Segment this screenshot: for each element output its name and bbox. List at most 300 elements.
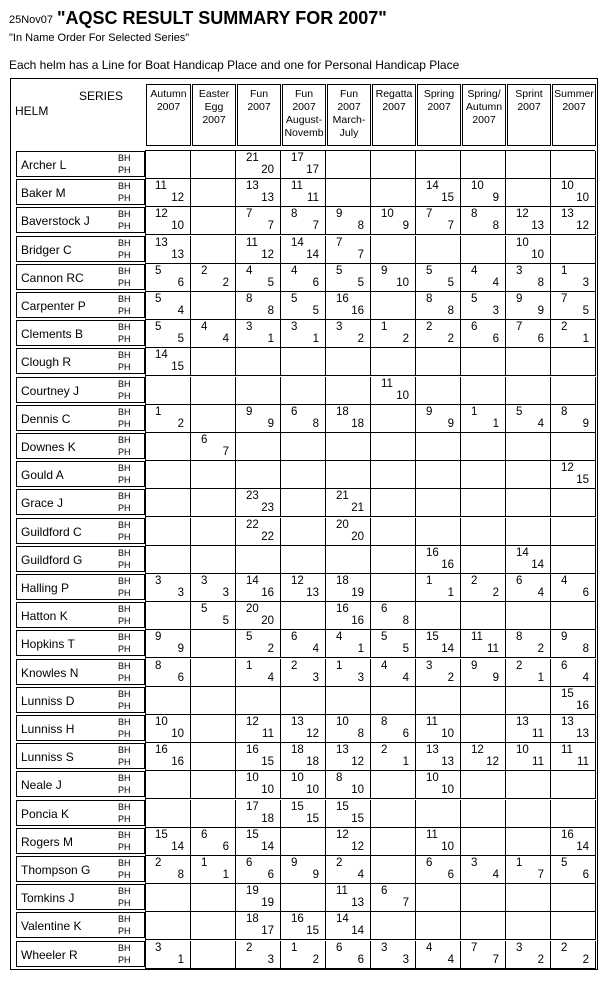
result-cell bbox=[551, 489, 596, 517]
boat-handicap-place: 18 bbox=[246, 913, 259, 926]
personal-handicap-place: 6 bbox=[492, 333, 499, 346]
result-cell bbox=[326, 264, 371, 292]
personal-handicap-place: 4 bbox=[537, 417, 544, 430]
result-cell bbox=[551, 574, 596, 602]
boat-handicap-place: 16 bbox=[155, 744, 168, 757]
boat-handicap-place: 3 bbox=[336, 321, 343, 334]
helm-name: Tomkins J bbox=[21, 891, 75, 906]
helm-name-cell bbox=[16, 236, 145, 262]
personal-handicap-place: 8 bbox=[447, 305, 454, 317]
boat-handicap-place: 4 bbox=[291, 264, 298, 277]
personal-handicap-place: 1 bbox=[357, 643, 364, 656]
result-cell bbox=[191, 377, 236, 405]
result-cell bbox=[461, 489, 506, 517]
boat-handicap-place: 13 bbox=[426, 744, 439, 757]
personal-handicap-place: 22 bbox=[261, 530, 274, 543]
result-cell bbox=[145, 236, 191, 264]
result-cell bbox=[461, 800, 506, 828]
result-cell bbox=[416, 941, 461, 969]
result-cell bbox=[281, 602, 326, 630]
result-cell bbox=[236, 518, 281, 546]
boat-handicap-place: 2 bbox=[201, 264, 208, 277]
result-cell bbox=[236, 912, 281, 940]
personal-handicap-place: 14 bbox=[171, 840, 184, 853]
boat-handicap-place: 13 bbox=[516, 716, 529, 728]
bh-label: BH bbox=[118, 914, 131, 925]
boat-handicap-place: 5 bbox=[246, 631, 253, 644]
result-cell bbox=[191, 574, 236, 602]
result-cell bbox=[416, 771, 461, 799]
result-cell bbox=[371, 320, 416, 348]
result-cell bbox=[506, 292, 551, 320]
result-cell bbox=[145, 771, 191, 799]
helm-name: Carpenter P bbox=[21, 299, 86, 313]
boat-handicap-place: 3 bbox=[471, 857, 478, 869]
result-cell bbox=[145, 207, 191, 235]
result-cell bbox=[236, 236, 281, 264]
helm-name-cell bbox=[16, 884, 145, 910]
personal-handicap-place: 2 bbox=[582, 953, 589, 966]
table-row bbox=[0, 489, 605, 517]
result-cell bbox=[551, 800, 596, 828]
boat-handicap-place: 22 bbox=[246, 518, 259, 531]
personal-handicap-place: 1 bbox=[312, 333, 319, 346]
result-cell bbox=[416, 489, 461, 517]
result-cell bbox=[506, 884, 551, 912]
boat-handicap-place: 18 bbox=[336, 575, 349, 587]
result-cell bbox=[281, 574, 326, 602]
result-cell bbox=[551, 405, 596, 433]
result-cell bbox=[326, 687, 371, 715]
helm-name: Halling P bbox=[21, 581, 70, 595]
result-cell bbox=[461, 884, 506, 912]
boat-handicap-place: 3 bbox=[155, 941, 162, 954]
bh-label: BH bbox=[118, 660, 131, 671]
boat-handicap-place: 11 bbox=[155, 180, 167, 193]
boat-handicap-place: 15 bbox=[291, 800, 304, 813]
result-cell bbox=[551, 659, 596, 687]
result-cell bbox=[145, 574, 191, 602]
result-cell bbox=[416, 800, 461, 828]
boat-handicap-place: 2 bbox=[426, 321, 433, 334]
personal-handicap-place: 4 bbox=[492, 276, 499, 289]
boat-handicap-place: 8 bbox=[291, 208, 298, 221]
result-cell bbox=[236, 856, 281, 884]
personal-handicap-place: 9 bbox=[312, 869, 319, 881]
bh-label: BH bbox=[118, 717, 131, 727]
personal-handicap-place: 10 bbox=[531, 248, 544, 261]
result-cell bbox=[371, 771, 416, 799]
result-cell bbox=[145, 800, 191, 828]
ph-label: PH bbox=[118, 813, 131, 824]
boat-handicap-place: 7 bbox=[561, 293, 568, 305]
boat-handicap-place: 3 bbox=[426, 659, 433, 672]
result-cell bbox=[145, 715, 191, 743]
result-cell bbox=[371, 856, 416, 884]
personal-handicap-place: 13 bbox=[531, 220, 544, 233]
boat-handicap-place: 5 bbox=[155, 321, 162, 334]
result-cell bbox=[461, 518, 506, 546]
bh-label: BH bbox=[118, 406, 131, 417]
helm-name-cell bbox=[16, 207, 145, 233]
table-row bbox=[0, 518, 605, 546]
result-cell bbox=[371, 715, 416, 743]
helm-name: Bridger C bbox=[21, 242, 72, 257]
personal-handicap-place: 15 bbox=[261, 756, 274, 769]
boat-handicap-place: 1 bbox=[201, 857, 208, 869]
boat-handicap-place: 1 bbox=[336, 659, 343, 672]
series-header: Autumn 2007 bbox=[146, 84, 191, 146]
boat-handicap-place: 5 bbox=[426, 264, 433, 277]
result-cell bbox=[506, 574, 551, 602]
boat-handicap-place: 3 bbox=[381, 941, 388, 954]
result-cell bbox=[551, 715, 596, 743]
bh-label: BH bbox=[118, 378, 131, 389]
boat-handicap-place: 10 bbox=[336, 716, 349, 728]
ph-label: PH bbox=[118, 729, 131, 739]
helm-name: Baker M bbox=[21, 186, 66, 201]
boat-handicap-place: 6 bbox=[201, 434, 208, 446]
helm-name: Downes K bbox=[21, 440, 76, 454]
boat-handicap-place: 8 bbox=[426, 293, 433, 305]
boat-handicap-place: 8 bbox=[561, 405, 568, 418]
personal-handicap-place: 2 bbox=[267, 643, 274, 656]
result-cell bbox=[191, 941, 236, 969]
boat-handicap-place: 12 bbox=[561, 462, 574, 475]
boat-handicap-place: 8 bbox=[471, 208, 478, 221]
personal-handicap-place: 20 bbox=[351, 530, 364, 543]
result-cell bbox=[236, 715, 281, 743]
result-cell bbox=[191, 236, 236, 264]
ph-label: PH bbox=[118, 249, 131, 260]
boat-handicap-place: 2 bbox=[246, 941, 253, 954]
ph-label: PH bbox=[118, 785, 131, 796]
boat-handicap-place: 4 bbox=[201, 321, 208, 334]
table-row bbox=[0, 630, 605, 658]
result-cell bbox=[371, 433, 416, 461]
table-row bbox=[0, 659, 605, 687]
boat-handicap-place: 2 bbox=[561, 321, 568, 334]
helm-name: Clements B bbox=[21, 327, 84, 342]
result-cell bbox=[506, 828, 551, 856]
table-row bbox=[0, 574, 605, 602]
result-cell bbox=[506, 659, 551, 687]
result-cell bbox=[191, 743, 236, 771]
boat-handicap-place: 11 bbox=[426, 828, 438, 841]
ph-label: PH bbox=[118, 757, 131, 768]
report-subtitle: "In Name Order For Selected Series" bbox=[9, 32, 190, 44]
result-cell bbox=[281, 518, 326, 546]
result-cell bbox=[371, 264, 416, 292]
ph-label: PH bbox=[118, 531, 131, 542]
boat-handicap-place: 23 bbox=[246, 490, 259, 503]
boat-handicap-place: 8 bbox=[155, 659, 162, 672]
personal-handicap-place: 10 bbox=[351, 784, 364, 797]
boat-handicap-place: 14 bbox=[336, 913, 349, 926]
boat-handicap-place: 5 bbox=[201, 603, 208, 616]
result-cell bbox=[236, 630, 281, 658]
boat-handicap-place: 3 bbox=[246, 321, 253, 334]
result-cell bbox=[191, 659, 236, 687]
result-cell bbox=[281, 264, 326, 292]
result-cell bbox=[371, 602, 416, 630]
ph-label: PH bbox=[118, 700, 131, 711]
boat-handicap-place: 6 bbox=[381, 603, 388, 616]
personal-handicap-place: 16 bbox=[576, 699, 589, 712]
personal-handicap-place: 1 bbox=[537, 671, 544, 684]
result-cell bbox=[281, 207, 326, 235]
personal-handicap-place: 10 bbox=[441, 728, 454, 740]
helm-label: HELM bbox=[15, 104, 49, 118]
personal-handicap-place: 8 bbox=[537, 276, 544, 289]
boat-handicap-place: 11 bbox=[561, 744, 573, 757]
personal-handicap-place: 18 bbox=[306, 756, 319, 769]
personal-handicap-place: 12 bbox=[486, 756, 499, 769]
personal-handicap-place: 1 bbox=[492, 417, 499, 430]
boat-handicap-place: 17 bbox=[246, 800, 259, 813]
table-row bbox=[0, 856, 605, 884]
helm-name: Neale J bbox=[21, 778, 62, 793]
table-row bbox=[0, 348, 605, 376]
result-cell bbox=[461, 377, 506, 405]
personal-handicap-place: 6 bbox=[537, 333, 544, 346]
boat-handicap-place: 17 bbox=[291, 152, 304, 164]
helm-name-cell bbox=[16, 630, 145, 656]
result-cell bbox=[461, 630, 506, 658]
personal-handicap-place: 2 bbox=[312, 953, 319, 966]
result-cell bbox=[371, 179, 416, 207]
boat-handicap-place: 13 bbox=[561, 716, 574, 728]
ph-label: PH bbox=[118, 390, 131, 401]
personal-handicap-place: 10 bbox=[261, 784, 274, 797]
personal-handicap-place: 13 bbox=[171, 248, 184, 261]
helm-name-cell bbox=[16, 320, 145, 346]
result-cell bbox=[326, 207, 371, 235]
result-cell bbox=[416, 292, 461, 320]
result-cell bbox=[506, 236, 551, 264]
boat-handicap-place: 4 bbox=[336, 631, 343, 644]
personal-handicap-place: 6 bbox=[447, 869, 454, 881]
result-cell bbox=[461, 912, 506, 940]
result-cell bbox=[326, 348, 371, 376]
ph-label: PH bbox=[118, 926, 131, 937]
result-cell bbox=[551, 546, 596, 574]
result-cell bbox=[191, 856, 236, 884]
personal-handicap-place: 10 bbox=[576, 192, 589, 205]
result-cell bbox=[416, 405, 461, 433]
personal-handicap-place: 14 bbox=[351, 925, 364, 938]
boat-handicap-place: 12 bbox=[291, 575, 304, 587]
series-header: Fun 2007 bbox=[237, 84, 281, 146]
bh-label: BH bbox=[118, 886, 131, 897]
personal-handicap-place: 14 bbox=[306, 248, 319, 261]
result-cell bbox=[416, 687, 461, 715]
result-cell bbox=[191, 489, 236, 517]
boat-handicap-place: 21 bbox=[246, 152, 259, 164]
result-cell bbox=[506, 179, 551, 207]
boat-handicap-place: 6 bbox=[516, 575, 523, 587]
result-cell bbox=[281, 348, 326, 376]
result-cell bbox=[236, 320, 281, 348]
result-cell bbox=[416, 574, 461, 602]
helm-name-cell bbox=[16, 292, 145, 318]
personal-handicap-place: 12 bbox=[576, 220, 589, 233]
boat-handicap-place: 6 bbox=[201, 828, 208, 841]
boat-handicap-place: 5 bbox=[516, 405, 523, 418]
boat-handicap-place: 11 bbox=[246, 236, 258, 249]
boat-handicap-place: 13 bbox=[246, 180, 259, 193]
boat-handicap-place: 1 bbox=[155, 405, 162, 418]
bh-label: BH bbox=[118, 322, 131, 333]
boat-handicap-place: 6 bbox=[381, 885, 388, 898]
boat-handicap-place: 16 bbox=[561, 828, 574, 841]
helm-name: Hopkins T bbox=[21, 637, 75, 652]
result-cell bbox=[371, 461, 416, 489]
result-cell bbox=[506, 461, 551, 489]
ph-label: PH bbox=[118, 362, 131, 373]
helm-name-cell bbox=[16, 264, 145, 290]
result-cell bbox=[551, 856, 596, 884]
result-cell bbox=[281, 377, 326, 405]
boat-handicap-place: 15 bbox=[246, 828, 259, 841]
helm-name: Grace J bbox=[21, 496, 64, 511]
result-cell bbox=[236, 348, 281, 376]
helm-name: Cannon RC bbox=[21, 270, 84, 285]
boat-handicap-place: 1 bbox=[471, 405, 478, 418]
boat-handicap-place: 1 bbox=[561, 264, 568, 277]
table-row bbox=[0, 151, 605, 179]
personal-handicap-place: 15 bbox=[306, 812, 319, 825]
result-cell bbox=[551, 771, 596, 799]
table-row bbox=[0, 743, 605, 771]
boat-handicap-place: 8 bbox=[381, 716, 388, 728]
boat-handicap-place: 16 bbox=[291, 913, 304, 926]
bh-label: BH bbox=[118, 632, 131, 643]
result-cell bbox=[326, 630, 371, 658]
boat-handicap-place: 6 bbox=[291, 405, 298, 418]
series-header: Easter Egg 2007 bbox=[192, 84, 236, 146]
personal-handicap-place: 6 bbox=[402, 728, 409, 740]
table-row bbox=[0, 771, 605, 799]
ph-label: PH bbox=[118, 193, 131, 204]
result-cell bbox=[281, 771, 326, 799]
table-row bbox=[0, 715, 605, 743]
result-cell bbox=[461, 461, 506, 489]
result-cell bbox=[191, 151, 236, 179]
boat-handicap-place: 9 bbox=[381, 264, 388, 277]
bh-label: BH bbox=[118, 604, 131, 615]
personal-handicap-place: 6 bbox=[312, 276, 319, 289]
ph-label: PH bbox=[118, 165, 131, 175]
boat-handicap-place: 10 bbox=[516, 744, 529, 757]
result-cell bbox=[506, 207, 551, 235]
boat-handicap-place: 12 bbox=[471, 744, 484, 757]
personal-handicap-place: 8 bbox=[357, 220, 364, 233]
result-cell bbox=[326, 151, 371, 179]
result-cell bbox=[416, 236, 461, 264]
helm-name-cell bbox=[16, 546, 145, 572]
result-cell bbox=[281, 828, 326, 856]
result-cell bbox=[281, 800, 326, 828]
result-cell bbox=[236, 489, 281, 517]
boat-handicap-place: 9 bbox=[336, 208, 343, 221]
boat-handicap-place: 13 bbox=[291, 716, 304, 728]
result-cell bbox=[236, 377, 281, 405]
helm-name: Hatton K bbox=[21, 609, 68, 624]
personal-handicap-place: 11 bbox=[307, 192, 319, 205]
personal-handicap-place: 3 bbox=[312, 671, 319, 684]
report-title: "AQSC RESULT SUMMARY FOR 2007" bbox=[57, 8, 387, 28]
ph-label: PH bbox=[118, 841, 131, 852]
personal-handicap-place: 16 bbox=[261, 587, 274, 599]
personal-handicap-place: 18 bbox=[351, 417, 364, 430]
result-cell bbox=[506, 405, 551, 433]
result-cell bbox=[281, 884, 326, 912]
result-cell bbox=[281, 856, 326, 884]
result-cell bbox=[506, 743, 551, 771]
ph-label: PH bbox=[118, 334, 131, 345]
result-cell bbox=[371, 743, 416, 771]
personal-handicap-place: 10 bbox=[396, 276, 409, 289]
result-cell bbox=[551, 179, 596, 207]
result-cell bbox=[461, 546, 506, 574]
helm-name: Dennis C bbox=[21, 411, 71, 426]
personal-handicap-place: 11 bbox=[577, 756, 589, 769]
helm-name: Thompson G bbox=[21, 863, 91, 877]
ph-label: PH bbox=[118, 475, 131, 486]
personal-handicap-place: 13 bbox=[441, 756, 454, 769]
boat-handicap-place: 13 bbox=[155, 236, 168, 249]
result-cell bbox=[371, 546, 416, 574]
boat-handicap-place: 3 bbox=[516, 264, 523, 277]
series-header: Sprint 2007 bbox=[507, 84, 551, 146]
personal-handicap-place: 9 bbox=[582, 417, 589, 430]
result-cell bbox=[191, 348, 236, 376]
result-cell bbox=[506, 771, 551, 799]
personal-handicap-place: 8 bbox=[177, 869, 184, 881]
result-cell bbox=[145, 828, 191, 856]
helm-name-cell bbox=[16, 771, 145, 797]
boat-handicap-place: 1 bbox=[381, 321, 388, 334]
bh-label: BH bbox=[118, 576, 131, 586]
personal-handicap-place: 8 bbox=[357, 728, 364, 740]
table-row bbox=[0, 405, 605, 433]
boat-handicap-place: 2 bbox=[471, 575, 478, 587]
helm-name: Knowles N bbox=[21, 665, 79, 680]
boat-handicap-place: 14 bbox=[516, 546, 529, 559]
boat-handicap-place: 8 bbox=[516, 631, 523, 644]
result-cell bbox=[326, 377, 371, 405]
personal-handicap-place: 1 bbox=[222, 869, 229, 881]
helm-name-cell bbox=[16, 405, 145, 431]
result-cell bbox=[551, 264, 596, 292]
boat-handicap-place: 2 bbox=[381, 744, 388, 757]
personal-handicap-place: 4 bbox=[312, 643, 319, 656]
personal-handicap-place: 16 bbox=[351, 615, 364, 628]
table-row bbox=[0, 941, 605, 969]
result-cell bbox=[506, 715, 551, 743]
result-cell bbox=[236, 207, 281, 235]
personal-handicap-place: 9 bbox=[267, 417, 274, 430]
report-description: Each helm has a Line for Boat Handicap Place and one for Personal Handicap Place bbox=[9, 58, 460, 72]
personal-handicap-place: 4 bbox=[537, 587, 544, 599]
personal-handicap-place: 2 bbox=[447, 333, 454, 346]
result-cell bbox=[506, 264, 551, 292]
result-cell bbox=[326, 405, 371, 433]
ph-label: PH bbox=[118, 644, 131, 655]
result-cell bbox=[506, 377, 551, 405]
boat-handicap-place: 16 bbox=[336, 603, 349, 616]
